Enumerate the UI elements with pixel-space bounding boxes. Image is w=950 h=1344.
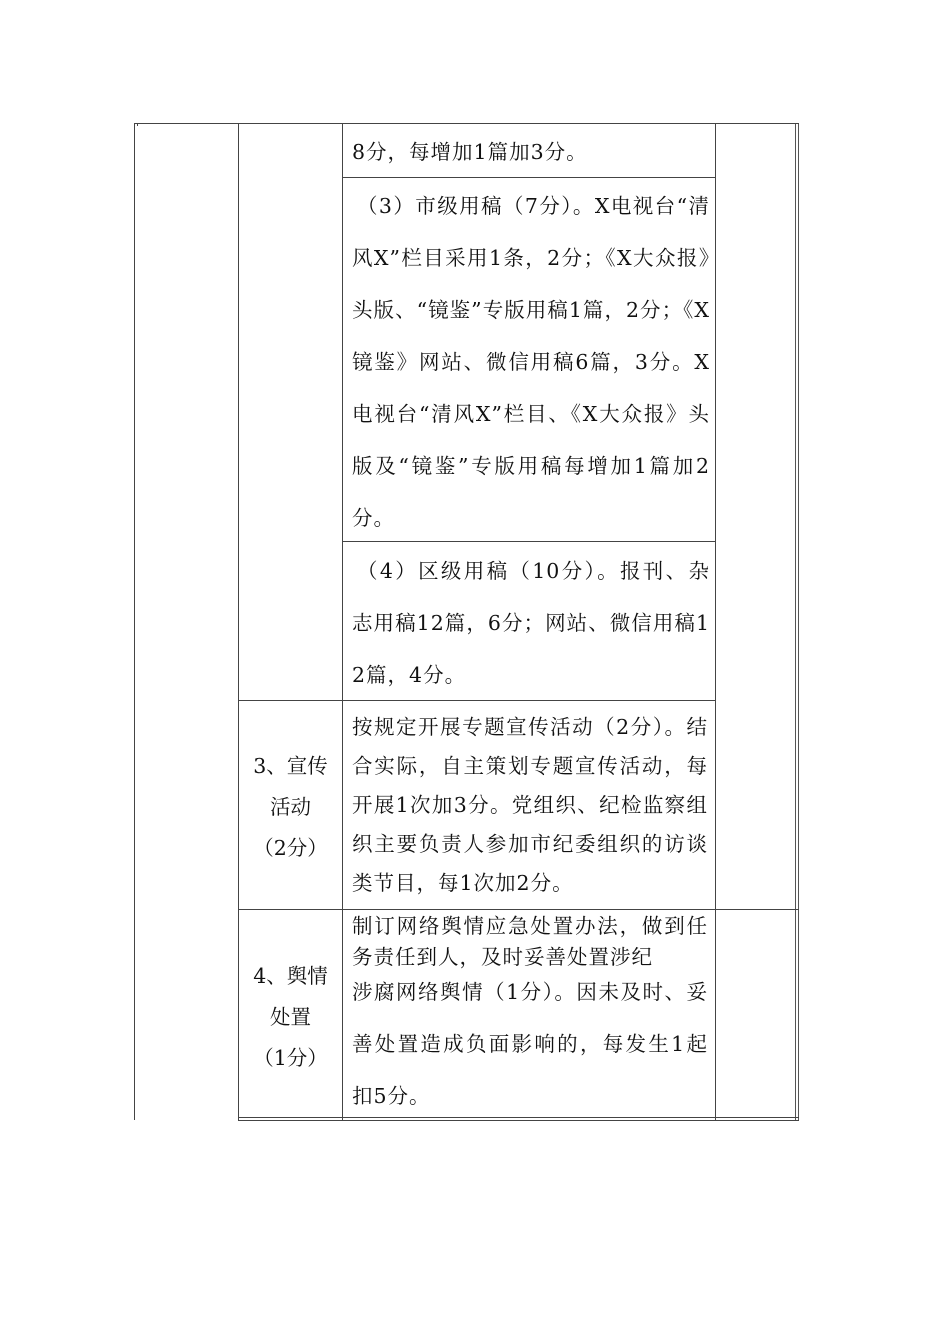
criteria-cell-5a: 制订网络舆情应急处置办法，做到任务责任到人，及时妥善处置涉纪 bbox=[352, 914, 708, 969]
item-score: （2分） bbox=[253, 836, 328, 860]
item-label-line2: 处置 bbox=[270, 1005, 311, 1029]
item-label-line1: 4、舆情 bbox=[253, 964, 328, 988]
criteria-cell-5b: 涉腐网络舆情（1分）。因未及时、妥善处置造成负面影响的，每发生1起扣5分。 bbox=[352, 980, 708, 1108]
item-cell-publicity bbox=[239, 746, 342, 869]
item-score: （1分） bbox=[253, 1046, 328, 1070]
table-border-right-inner bbox=[798, 123, 799, 1120]
item-cell-opinion bbox=[239, 956, 342, 1079]
criteria-cell-1: 8分，每增加1篇加3分。 bbox=[352, 140, 588, 164]
column-divider-3 bbox=[715, 123, 716, 1120]
table-border-top bbox=[134, 123, 799, 124]
item-label-line1: 3、宣传 bbox=[253, 754, 328, 778]
table-border-right bbox=[795, 123, 796, 1120]
criteria-cell-3: （4）区级用稿（10分）。报刊、杂志用稿12篇，6分；网站、微信用稿12篇，4分。 bbox=[352, 559, 710, 687]
table-border-left bbox=[134, 123, 135, 1120]
row-divider-4 bbox=[238, 909, 799, 910]
criteria-cell-2: （3）市级用稿（7分）。X电视台“清风X”栏目采用1条，2分；《X大众报》头版、“镜鉴”专版用稿1篇，2分；《X镜鉴》网站、微信用稿6篇，3分。X电视台“清风X”栏目、《X大众报》头版及“镜鉴”专版用稿每增加1篇加2分。 bbox=[352, 194, 710, 530]
item-label-line2: 活动 bbox=[270, 795, 311, 819]
criteria-cell-4: 按规定开展专题宣传活动（2分）。结合实际，自主策划专题宣传活动，每开展1次加3分。党组织、纪检监察组织主要负责人参加市纪委组织的访谈类节目，每1次加2分。 bbox=[352, 715, 708, 895]
column-divider-2 bbox=[342, 123, 343, 1120]
